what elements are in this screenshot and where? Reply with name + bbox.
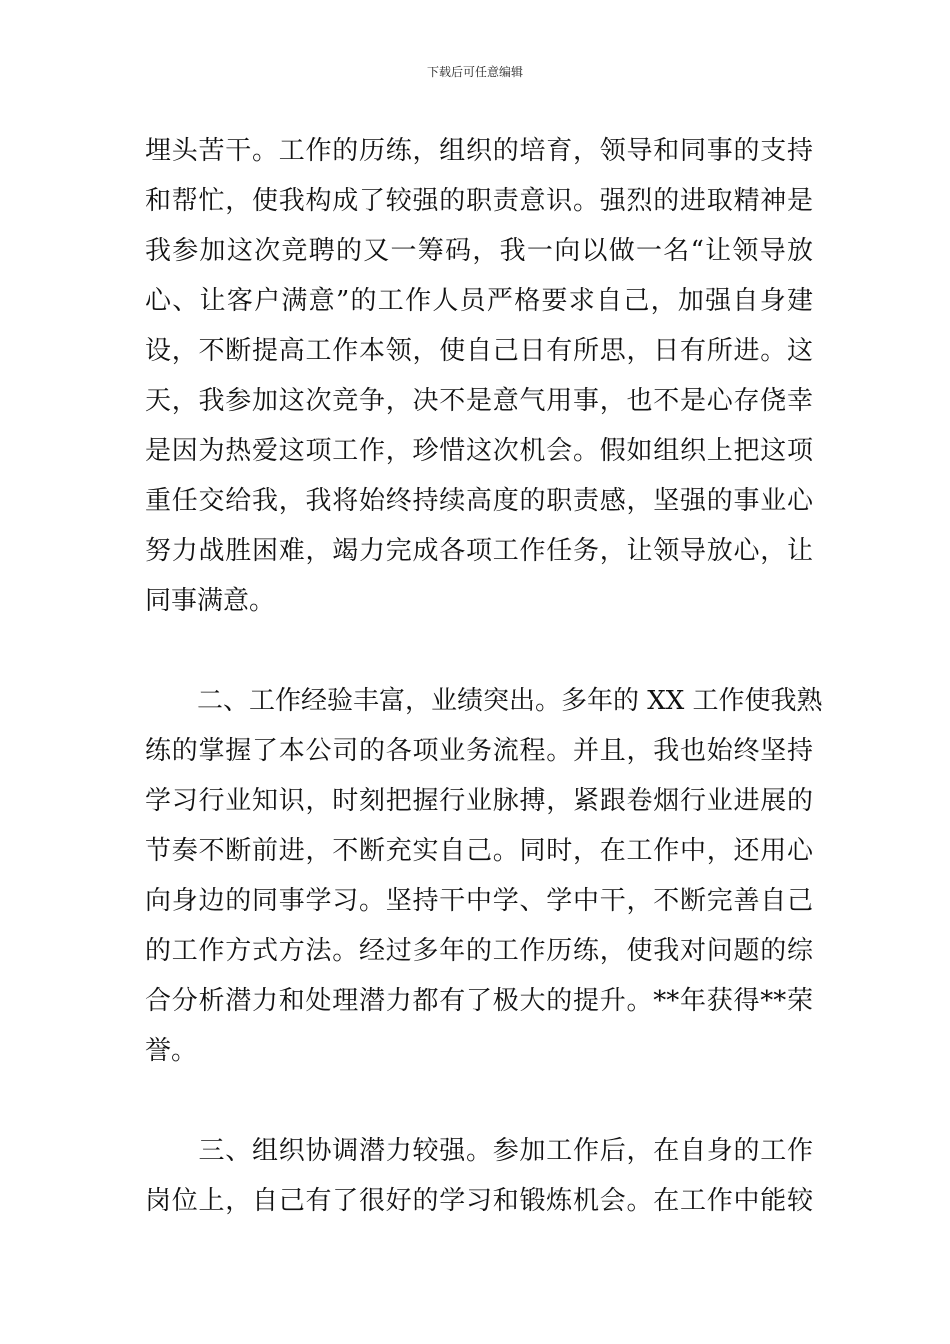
text-line: 岗位上，自己有了很好的学习和锻炼机会。在工作中能较 — [145, 1186, 813, 1216]
text-line: 二、工作经验丰富，业绩突出。多年的 XX 工作使我熟 — [145, 686, 823, 716]
text-line: 的工作方式方法。经过多年的工作历练，使我对问题的综 — [145, 936, 813, 966]
text-line: 重任交给我，我将始终持续高度的职责感，坚强的事业心 — [145, 486, 813, 516]
text-line: 和帮忙，使我构成了较强的职责意识。强烈的进取精神是 — [145, 186, 813, 216]
text-line: 心、让客户满意”的工作人员严格要求自己，加强自身建 — [145, 286, 813, 316]
text-line: 是因为热爱这项工作，珍惜这次机会。假如组织上把这项 — [145, 436, 813, 466]
page-header: 下载后可任意编辑 — [426, 65, 523, 79]
document-body — [145, 126, 823, 1226]
text-line: 合分析潜力和处理潜力都有了极大的提升。**年获得**荣 — [145, 986, 813, 1016]
paragraph-1 — [145, 126, 813, 626]
text-line: 我参加这次竞聘的又一筹码，我一向以做一名“让领导放 — [145, 236, 813, 266]
text-line: 努力战胜困难，竭力完成各项工作任务，让领导放心，让 — [145, 536, 813, 566]
paragraph-2 — [145, 676, 823, 1076]
text-line: 学习行业知识，时刻把握行业脉搏，紧跟卷烟行业进展的 — [145, 786, 813, 816]
text-line: 三、组织协调潜力较强。参加工作后，在自身的工作 — [145, 1136, 813, 1166]
paragraph-spacer — [145, 1076, 813, 1126]
text-line: 设，不断提高工作本领，使自己日有所思，日有所进。这 — [145, 336, 813, 366]
paragraph-3 — [145, 1126, 813, 1226]
text-line: 埋头苦干。工作的历练，组织的培育，领导和同事的支持 — [145, 136, 813, 166]
paragraph-spacer — [145, 626, 813, 676]
text-line: 向身边的同事学习。坚持干中学、学中干，不断完善自己 — [145, 886, 813, 916]
text-line: 练的掌握了本公司的各项业务流程。并且，我也始终坚持 — [145, 736, 813, 766]
text-line: 同事满意。 — [145, 586, 276, 616]
text-line: 节奏不断前进，不断充实自己。同时，在工作中，还用心 — [145, 836, 813, 866]
text-line: 天，我参加这次竞争，决不是意气用事，也不是心存侥幸 — [145, 386, 813, 416]
text-line: 誉。 — [145, 1036, 198, 1066]
